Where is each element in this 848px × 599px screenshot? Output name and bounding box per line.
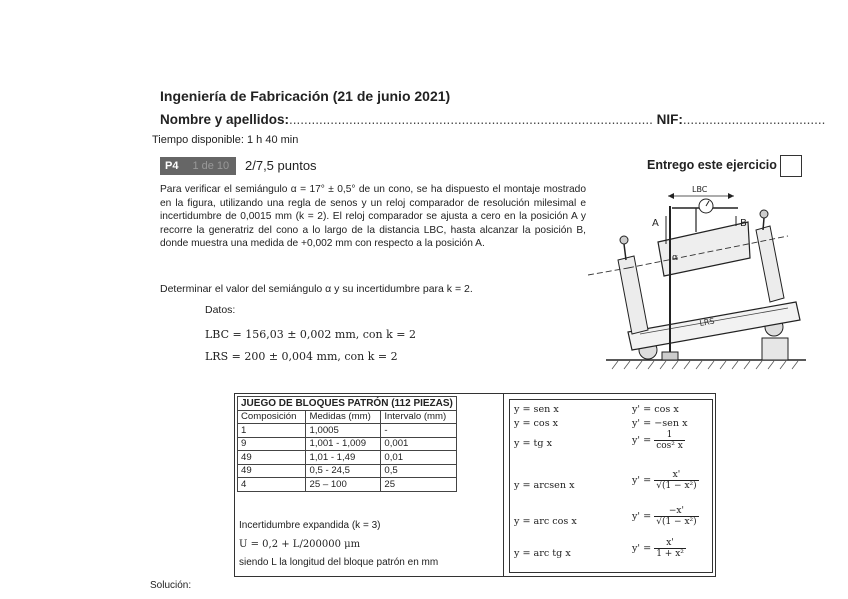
position-a-label: A bbox=[652, 218, 659, 229]
uncertainty-note: siendo L la longitud del bloque patrón en mm bbox=[239, 557, 439, 568]
table-cell: 1 bbox=[238, 424, 306, 438]
problem-faded-label: 1 de 10 bbox=[192, 160, 230, 172]
derivative-text: y' = cos x bbox=[632, 404, 679, 415]
nif-label: NIF: bbox=[656, 112, 683, 127]
table-cell: 4 bbox=[238, 478, 306, 492]
function-text: y = tg x bbox=[514, 438, 553, 449]
name-label: Nombre y apellidos: bbox=[160, 112, 290, 127]
lbc-label: LBC bbox=[692, 185, 708, 194]
table-cell: 1,0005 bbox=[306, 424, 381, 438]
problem-badge bbox=[160, 157, 236, 175]
table-cell: 0,5 - 24,5 bbox=[306, 464, 381, 478]
position-b-label: B bbox=[740, 218, 747, 229]
name-row bbox=[160, 112, 826, 127]
cone bbox=[658, 222, 750, 276]
left-center-post bbox=[618, 256, 648, 334]
table-cell: 9 bbox=[238, 437, 306, 451]
formula-row bbox=[514, 430, 708, 451]
formula-row bbox=[514, 418, 708, 429]
table-caption: JUEGO DE BLOQUES PATRÓN (112 PIEZAS) bbox=[238, 397, 457, 411]
derivative-text: y' = −sen x bbox=[632, 418, 688, 429]
table-row bbox=[238, 424, 457, 438]
sine-bar-figure bbox=[588, 180, 810, 376]
table-row bbox=[238, 451, 457, 465]
function-text: y = cos x bbox=[514, 418, 559, 429]
formula-row bbox=[514, 506, 708, 527]
name-field[interactable]: ................................................................................................. bbox=[289, 112, 653, 127]
problem-question: Determinar el valor del semiángulo α y su incertidumbre para k = 2. bbox=[160, 283, 473, 295]
function-text: y = arc tg x bbox=[514, 548, 571, 559]
gauge-block bbox=[762, 338, 788, 360]
function-text: y = arc cos x bbox=[514, 516, 577, 527]
equation-lbc: LBC = 156,03 ± 0,002 mm, con k = 2 bbox=[205, 328, 416, 341]
exam-title: Ingeniería de Fabricación (21 de junio 2021) bbox=[160, 88, 451, 104]
table-row bbox=[238, 464, 457, 478]
formula-row bbox=[514, 470, 708, 491]
table-cell: 49 bbox=[238, 451, 306, 465]
table-cell: 1,001 - 1,009 bbox=[306, 437, 381, 451]
table-cell: 25 bbox=[381, 478, 457, 492]
entrego-checkbox[interactable] bbox=[780, 155, 802, 177]
function-text: y = arcsen x bbox=[514, 480, 575, 491]
uncertainty-formula: U = 0,2 + L/200000 μm bbox=[239, 539, 361, 550]
table-cell: - bbox=[381, 424, 457, 438]
problem-statement: Para verificar el semiángulo α = 17° ± 0,5° de un cono, se ha dispuesto el montaje mostrado en la figura, utilizando una regla de senos y un reloj comparador de resolución milesimal e incertidumbre de 0,0015 mm (k = 2). El reloj comparador se ajusta a cero en la posición A y recorre la generatriz del cono a lo largo de la distancia LBC, hasta alcanzar la posición B, donde muestra una medida de +0,002 mm con respecto a la posición A. bbox=[160, 184, 586, 250]
entrego-label: Entrego este ejercicio bbox=[647, 158, 777, 172]
solution-label: Solución: bbox=[150, 580, 192, 591]
gauge-blocks-panel bbox=[235, 394, 504, 576]
derivative-text: y' = $\frac{x'}{\text{√(1 − x²)}}$ bbox=[632, 470, 697, 491]
problem-header bbox=[160, 157, 800, 177]
reference-tables bbox=[234, 393, 716, 577]
table-row bbox=[238, 437, 457, 451]
table-row bbox=[238, 478, 457, 492]
column-header: Composición bbox=[238, 410, 306, 424]
table-cell: 25 – 100 bbox=[306, 478, 381, 492]
problem-points: 2/7,5 puntos bbox=[245, 158, 317, 173]
table-cell: 49 bbox=[238, 464, 306, 478]
table-cell: 0,5 bbox=[381, 464, 457, 478]
table-cell: 0,001 bbox=[381, 437, 457, 451]
derivatives-table bbox=[509, 399, 713, 573]
time-available: Tiempo disponible: 1 h 40 min bbox=[152, 134, 299, 146]
derivative-text: y' = $\frac{x'}{\text{1 + x²}}$ bbox=[632, 538, 684, 559]
table-cell: 0,01 bbox=[381, 451, 457, 465]
derivative-text: y' = $\frac{-x'}{\text{√(1 − x²)}}$ bbox=[632, 506, 697, 527]
uncertainty-label: Incertidumbre expandida (k = 3) bbox=[239, 520, 381, 531]
gauge-blocks-table bbox=[237, 396, 457, 492]
equation-lrs: LRS = 200 ± 0,004 mm, con k = 2 bbox=[205, 350, 398, 363]
formula-row bbox=[514, 538, 708, 559]
derivative-text: y' = $\frac{1}{\text{cos² x}}$ bbox=[632, 430, 683, 451]
column-header: Intervalo (mm) bbox=[381, 410, 457, 424]
lrs-label: LRS bbox=[698, 316, 716, 328]
nif-field[interactable]: ...................................... bbox=[682, 112, 826, 127]
alpha-label: α bbox=[672, 253, 679, 263]
problem-number: P4 bbox=[165, 160, 179, 172]
function-text: y = sen x bbox=[514, 404, 559, 415]
data-label: Datos: bbox=[205, 304, 236, 316]
column-header: Medidas (mm) bbox=[306, 410, 381, 424]
formula-row bbox=[514, 404, 708, 415]
table-cell: 1,01 - 1,49 bbox=[306, 451, 381, 465]
